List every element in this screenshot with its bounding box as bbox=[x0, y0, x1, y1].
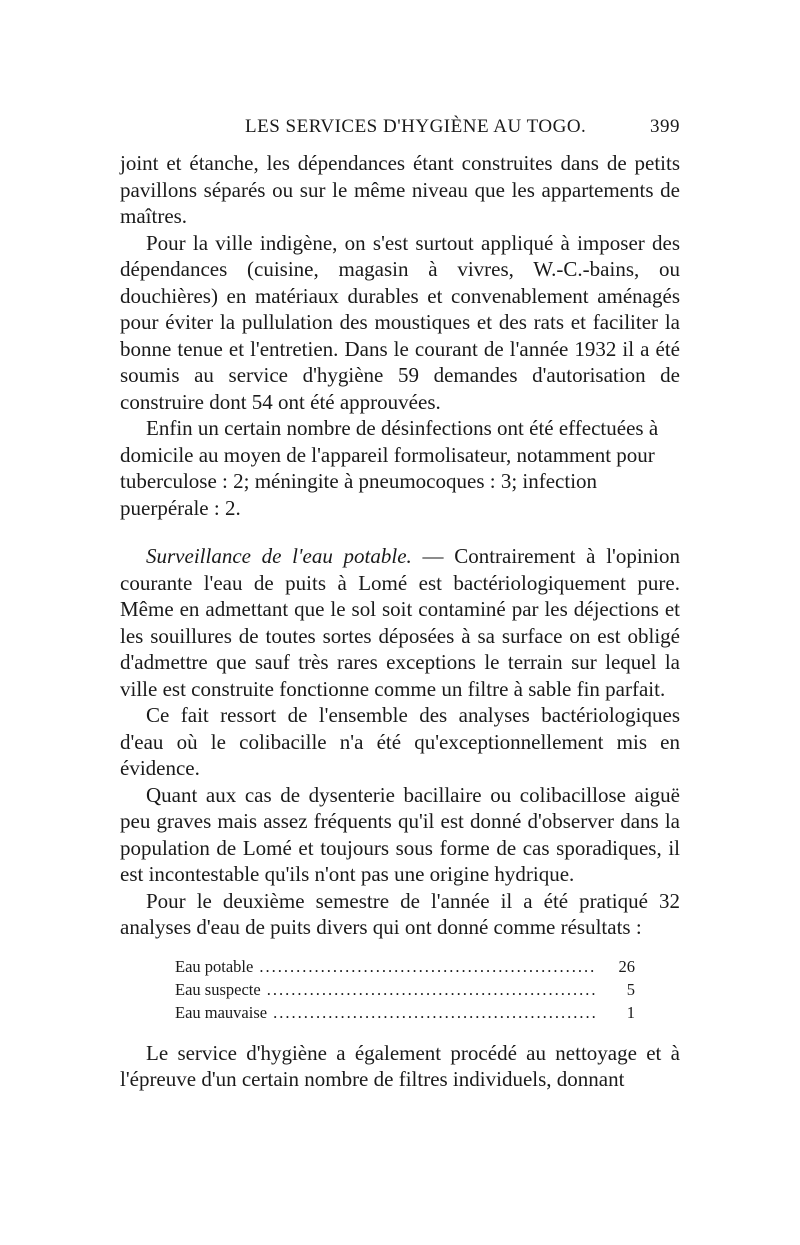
result-label: Eau potable bbox=[175, 956, 254, 976]
table-row bbox=[175, 1001, 635, 1024]
paragraph-analyses: Pour le deuxième semestre de l'année il a été pratiqué 32 analyses d'eau de puits divers qui ont donné comme résultats : bbox=[120, 888, 680, 939]
paragraph-native-town: Pour la ville indigène, on s'est surtout appliqué à imposer des dépendances (cuisine, magasin à vivres, W.-C.-bains, ou douchières) en matériaux durables et convenablement aménagés pour éviter la pullulation des moustiques et des rats et faciliter la bonne tenue et l'entretien. Dans le courant de l'année 1932 il a été soumis au service d'hygiène 59 demandes d'autorisation de construire dont 54 ont été approuvées. bbox=[120, 230, 680, 414]
dot-leader bbox=[273, 1001, 597, 1024]
running-title: LES SERVICES D'HYGIÈNE AU TOGO. bbox=[245, 116, 587, 137]
result-label: Eau mauvaise bbox=[175, 1002, 268, 1022]
page-number: 399 bbox=[650, 116, 680, 137]
body-text bbox=[120, 150, 680, 1093]
table-row bbox=[175, 978, 635, 1001]
paragraph-dysentery: Quant aux cas de dysenterie bacillaire ou colibacillose aiguë peu graves mais assez fréquents qu'il est donné d'observer dans la population de Lomé et toujours sous forme de cas sporadiques, il est incontestable qu'ils n'ont pas une origine hydrique. bbox=[120, 782, 680, 886]
result-value: 1 bbox=[626, 1002, 635, 1022]
running-header bbox=[120, 116, 680, 144]
paragraph-water-surveillance bbox=[120, 543, 680, 702]
result-label: Eau suspecte bbox=[175, 979, 261, 999]
results-table bbox=[175, 955, 635, 1024]
paragraph-disinfections: Enfin un certain nombre de désinfections ont été effectuées à domicile au moyen de l'appareil formolisateur, notamment pour tuberculose : 2; méningite à pneumocoques : 3; infection puerpérale : 2. bbox=[120, 416, 659, 520]
paragraph-continuation: joint et étanche, les dépendances étant construites dans de petits pavillons séparés ou sur le même niveau que les appartements de maîtres. bbox=[120, 151, 680, 228]
result-value: 26 bbox=[618, 956, 635, 976]
section-lead-title: Surveillance de l'eau potable. bbox=[146, 544, 412, 568]
dot-leader bbox=[267, 978, 597, 1001]
result-value: 5 bbox=[626, 979, 635, 999]
section-lead-text: — Contrairement à l'opinion courante l'eau de puits à Lomé est bactériologiquement pure. Même en admettant que le sol soit contaminé par les déjections et les souillures de toutes sortes déposées à sa surface on est obligé d'admettre que sauf très rares exceptions le terrain sur lequel la ville est construite fonctionne comme un filtre à sable fin parfait. bbox=[120, 544, 680, 701]
paragraph-filters: Le service d'hygiène a également procédé au nettoyage et à l'épreuve d'un certain nombre de filtres individuels, donnant bbox=[120, 1040, 680, 1091]
table-row bbox=[175, 955, 635, 978]
dot-leader bbox=[259, 955, 597, 978]
paragraph-colibacille: Ce fait ressort de l'ensemble des analyses bactériologiques d'eau où le colibacille n'a été qu'exceptionnellement mis en évidence. bbox=[120, 703, 680, 780]
